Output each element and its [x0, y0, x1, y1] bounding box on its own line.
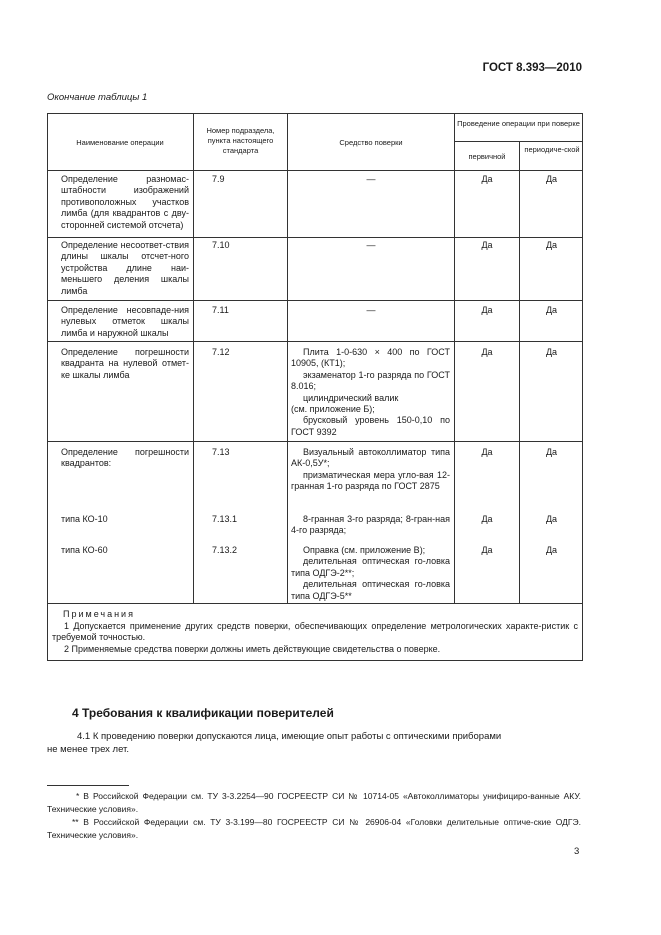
row-7-11-clause: 7.11 — [212, 305, 229, 315]
footnote-separator — [47, 785, 129, 786]
row-7-9-operation: Определение разномас-штабности изображений противоположных участков лимба (для квадрантов с дву-сторонней системой отсчета) — [61, 174, 189, 230]
footnote-2: ** В Российской Федерации см. ТУ 3-3.199—80 ГОСРЕЕСТР СИ № 26906-04 «Головки делительные оптиче-ские ОДГЭ. Технические условия». — [47, 817, 581, 840]
section-4-title: 4 Требования к квалификации поверителей — [72, 706, 334, 720]
footnote-1: * В Российской Федерации см. ТУ 3-3.2254—90 ГОСРЕЕСТР СИ № 10714-05 «Автоколлиматоры унифициро-ванные АКУ. Технические условия». — [47, 791, 581, 814]
page-number: 3 — [574, 846, 580, 857]
row-7-13-1-clause: 7.13.1 — [212, 514, 238, 524]
row-7-10-means: — — [366, 240, 376, 250]
row-7-13-1-periodic: Да — [545, 514, 558, 524]
row-7-12-clause: 7.12 — [212, 347, 230, 357]
verification-table — [47, 113, 583, 661]
row-7-9-clause: 7.9 — [212, 174, 225, 184]
row-7-12-means-line4: (см. приложение Б); — [291, 404, 375, 415]
row-7-12-means — [291, 347, 450, 438]
table-caption: Окончание таблицы 1 — [47, 92, 148, 103]
header-periodic: периодиче-ской — [524, 145, 580, 154]
section-4-1-line1: 4.1 К проведению поверки допускаются лица, имеющие опыт работы с оптическими приборами — [77, 731, 502, 742]
row-7-9-means: — — [366, 174, 376, 184]
header-operation: Наименование операции — [76, 138, 164, 147]
row-7-13-2-means-line3: делительная оптическая го-ловка типа ОДГЭ-5** — [291, 579, 450, 601]
header-primary: первичной — [468, 152, 506, 161]
row-7-13-means-line1: Визуальный автоколлиматор типа АК-0,5У*; — [291, 447, 450, 469]
row-7-11-operation: Определение несовпаде-ния нулевых отметок шкалы лимба и наружной шкалы — [61, 305, 189, 338]
row-7-13-2-means — [291, 545, 450, 602]
row-7-11-means: — — [366, 305, 376, 315]
row-7-13-2-means-line2: делительная оптическая го-ловка типа ОДГЭ-2**; — [291, 556, 450, 578]
note-1: 1 Допускается применение других средств поверки, обеспечивающих определение метрологических характе-ристик с требуемой точностью. — [52, 621, 578, 643]
row-7-13-2-primary: Да — [481, 545, 493, 555]
row-7-12-periodic: Да — [545, 347, 558, 357]
row-7-13-2-operation: типа КО-60 — [61, 545, 108, 555]
row-7-13-primary: Да — [481, 447, 493, 457]
row-7-9-periodic: Да — [545, 174, 558, 184]
row-7-13-clause: 7.13 — [212, 447, 230, 457]
row-7-12-means-line2: экзаменатор 1-го разряда по ГОСТ 8.016; — [291, 369, 450, 392]
row-7-13-1-means: 8-гранная 3-го разряда; 8-гран-ная 4-го разряда; — [291, 514, 450, 536]
row-7-13-means — [291, 447, 450, 493]
row-7-13-2-clause: 7.13.2 — [212, 545, 238, 555]
row-7-13-1-primary: Да — [481, 514, 493, 524]
row-7-12-means-line5: брусковый уровень 150-0,10 по ГОСТ 9392 — [291, 415, 450, 437]
row-7-10-periodic: Да — [545, 240, 558, 250]
notes-title: Примечания — [63, 609, 135, 619]
row-7-12-operation: Определение погрешности квадранта на нулевой отмет-ке шкалы лимба — [61, 347, 189, 380]
header-means: Средство поверки — [339, 138, 403, 147]
row-7-11-primary: Да — [481, 305, 493, 315]
document-code: ГОСТ 8.393—2010 — [482, 62, 582, 74]
row-7-12-means-line3: цилиндрический валик — [303, 392, 399, 403]
row-7-13-2-periodic: Да — [545, 545, 558, 555]
row-7-13-2-means-line1: Оправка (см. приложение В); — [303, 545, 426, 555]
note-2: 2 Применяемые средства поверки должны иметь действующие свидетельства о поверке. — [64, 644, 441, 654]
row-7-9-primary: Да — [481, 174, 493, 184]
row-7-13-means-line2: призматическая мера угло-вая 12-гранная 1-го разряда по ГОСТ 2875 — [291, 469, 450, 492]
row-7-13-1-operation: типа КО-10 — [61, 514, 108, 524]
row-7-10-operation: Определение несоответ-ствия длины шкалы отсчет-ного устройства длине наи-меньшего деления шкалы лимба — [61, 240, 189, 296]
header-performed: Проведение операции при поверке — [457, 119, 580, 128]
row-7-13-periodic: Да — [545, 447, 558, 457]
row-7-12-primary: Да — [481, 347, 493, 357]
row-7-10-primary: Да — [481, 240, 493, 250]
header-clause: Номер подраздела, пункта настоящего стандарта — [206, 126, 275, 155]
row-7-12-means-line1: Плита 1-0-630 × 400 по ГОСТ 10905, (КТ1); — [291, 347, 450, 369]
section-4-1-line2: не менее трех лет. — [47, 744, 129, 755]
row-7-11-periodic: Да — [545, 305, 558, 315]
row-7-10-clause: 7.10 — [212, 240, 230, 250]
row-7-13-operation: Определение погрешности квадрантов: — [61, 447, 189, 469]
